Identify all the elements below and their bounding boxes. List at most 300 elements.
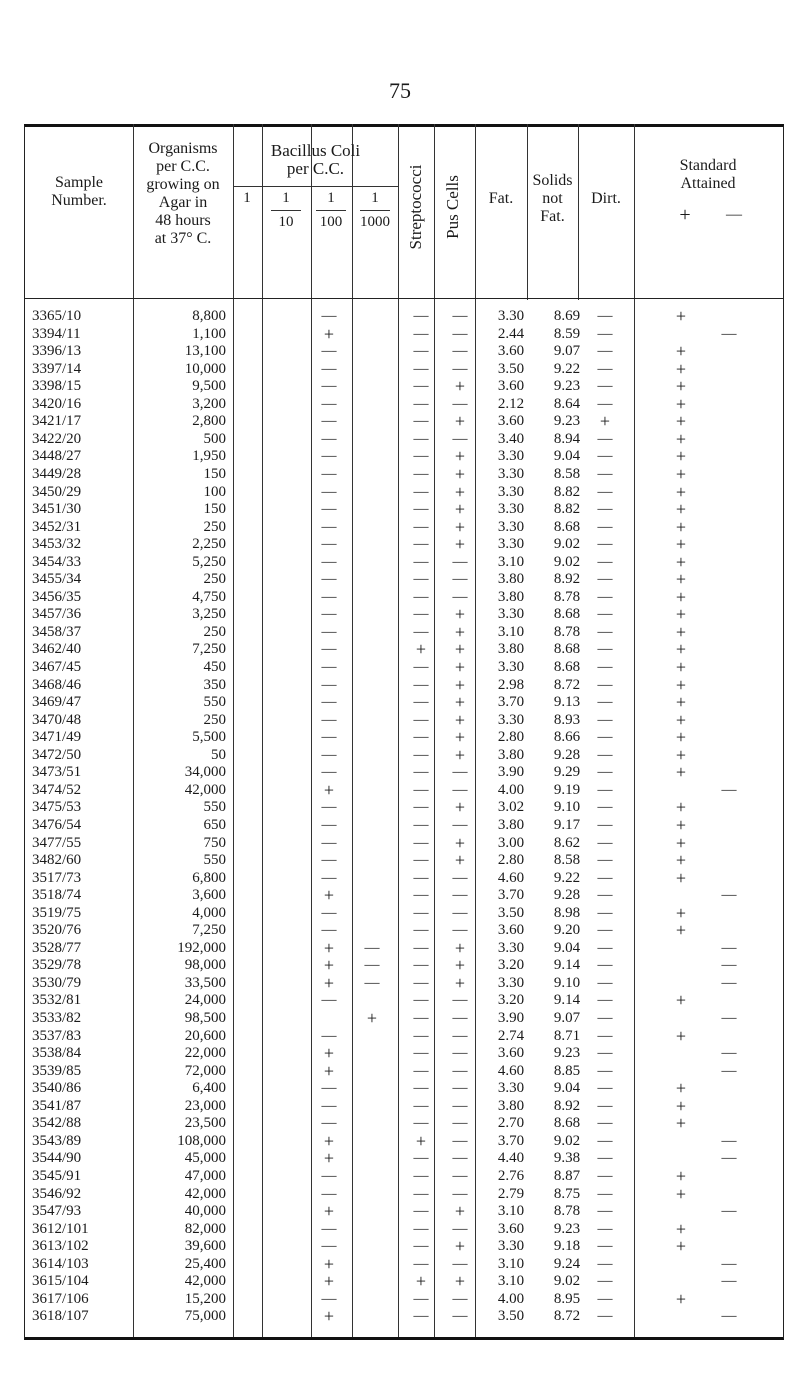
standard-plus-mark: +: [675, 850, 687, 871]
coli-1-100-mark: —: [321, 764, 337, 781]
coli-1-100-mark: —: [321, 816, 337, 833]
dirt-mark: —: [597, 974, 613, 991]
fat-value: 3.30: [497, 465, 525, 482]
dirt-mark: —: [597, 1150, 613, 1167]
streptococci-mark: —: [413, 957, 429, 974]
standard-minus-mark: —: [721, 1255, 737, 1272]
pus-cells-mark: —: [452, 588, 468, 605]
organisms-count: 2,800: [192, 413, 226, 430]
table-row: [24, 974, 782, 992]
fat-value: 3.50: [497, 904, 525, 921]
table-row: [24, 535, 782, 553]
table-row: [24, 570, 782, 588]
pus-cells-mark: +: [454, 972, 466, 993]
fat-value: 3.00: [497, 834, 525, 851]
table-row: [24, 465, 782, 483]
streptococci-mark: —: [413, 1115, 429, 1132]
streptococci-mark: —: [413, 343, 429, 360]
solids-not-fat-value: 8.72: [553, 1308, 581, 1325]
table-row: [24, 1307, 782, 1325]
coli-1-100-mark: —: [321, 1080, 337, 1097]
fat-value: 3.80: [497, 1097, 525, 1114]
coli-1-100-mark: +: [323, 779, 335, 800]
table-row: [24, 430, 782, 448]
pus-cells-mark: +: [454, 850, 466, 871]
table-row: [24, 483, 782, 501]
organisms-count: 42,000: [184, 1185, 226, 1202]
pus-cells-mark: —: [452, 1010, 468, 1026]
pus-cells-mark: —: [452, 1220, 468, 1237]
solids-not-fat-value: 9.18: [553, 1238, 581, 1255]
dirt-mark: —: [597, 430, 613, 447]
organisms-count: 34,000: [184, 764, 226, 781]
sample-number: 3474/52: [32, 781, 82, 798]
streptococci-mark: —: [413, 694, 429, 711]
dirt-mark: —: [597, 501, 613, 518]
dirt-mark: —: [597, 395, 613, 412]
coli-1-100-mark: —: [321, 922, 337, 939]
coli-1-1000-mark: —: [364, 939, 380, 956]
streptococci-mark: —: [413, 378, 429, 395]
streptococci-mark: —: [413, 659, 429, 675]
fraction-1-10: 1 10: [266, 190, 306, 231]
solids-not-fat-value: 9.23: [553, 413, 581, 430]
header-streptococci: Streptococci: [406, 164, 425, 250]
pus-cells-mark: +: [454, 516, 466, 537]
pus-cells-mark: +: [454, 604, 466, 625]
coli-1-100-mark: +: [323, 885, 335, 906]
dirt-mark: —: [597, 957, 613, 974]
pus-cells-mark: +: [454, 411, 466, 432]
fat-value: 3.30: [497, 501, 525, 518]
table-row: [24, 991, 782, 1009]
pus-cells-mark: +: [454, 674, 466, 695]
fat-value: 2.44: [497, 325, 525, 342]
sample-number: 3421/17: [32, 413, 82, 430]
sample-number: 3398/15: [32, 378, 82, 395]
dirt-mark: —: [597, 1010, 613, 1026]
organisms-count: 50: [211, 746, 226, 763]
organisms-count: 650: [203, 816, 226, 833]
organisms-count: 40,000: [184, 1203, 226, 1220]
standard-minus-mark: —: [721, 1308, 737, 1325]
pus-cells-mark: +: [454, 534, 466, 555]
streptococci-mark: —: [413, 1255, 429, 1272]
organisms-count: 47,000: [184, 1167, 226, 1184]
table-row: [24, 1149, 782, 1167]
organisms-count: 4,750: [192, 588, 226, 605]
header-solids: Solids not Fat.: [532, 172, 573, 225]
streptococci-mark: —: [413, 571, 429, 588]
pus-cells-mark: +: [454, 709, 466, 730]
streptococci-mark: —: [413, 852, 429, 869]
sample-number: 3614/103: [32, 1255, 89, 1272]
solids-not-fat-value: 8.69: [553, 308, 581, 324]
sample-number: 3539/85: [32, 1062, 82, 1079]
fat-value: 2.76: [497, 1167, 525, 1184]
standard-minus-mark: —: [721, 325, 737, 342]
table-row: [24, 1290, 782, 1308]
solids-not-fat-value: 9.07: [553, 343, 581, 360]
header-dirt: Dirt.: [591, 190, 621, 207]
organisms-count: 250: [203, 711, 226, 728]
solids-not-fat-value: 8.78: [553, 588, 581, 605]
dirt-mark: —: [597, 325, 613, 342]
organisms-count: 24,000: [184, 992, 226, 1009]
fat-value: 4.40: [497, 1150, 525, 1167]
header-bacillus-coli: Bacillus Coli per C.C.: [270, 141, 361, 178]
fat-value: 3.80: [497, 746, 525, 763]
pus-cells-mark: +: [454, 463, 466, 484]
solids-not-fat-value: 8.68: [553, 641, 581, 658]
sample-number: 3529/78: [32, 957, 82, 974]
solids-not-fat-value: 8.98: [553, 904, 581, 921]
standard-plus-mark: +: [675, 341, 687, 362]
table-row: [24, 1132, 782, 1150]
sample-number: 3547/93: [32, 1203, 82, 1220]
fat-value: 3.30: [497, 536, 525, 553]
streptococci-mark: —: [413, 904, 429, 921]
coli-1-100-mark: +: [323, 1060, 335, 1081]
standard-plus-mark: +: [675, 674, 687, 695]
sample-number: 3457/36: [32, 606, 82, 623]
sample-number: 3448/27: [32, 448, 82, 465]
coli-1-100-mark: +: [323, 955, 335, 976]
pus-cells-mark: —: [452, 1308, 468, 1325]
dirt-mark: —: [597, 676, 613, 693]
sample-number: 3613/102: [32, 1238, 89, 1255]
streptococci-mark: —: [413, 781, 429, 798]
streptococci-mark: —: [413, 1203, 429, 1220]
pus-cells-mark: —: [452, 1185, 468, 1202]
coli-1-100-mark: —: [321, 641, 337, 658]
organisms-count: 13,100: [184, 343, 226, 360]
table-row: [24, 1009, 782, 1027]
solids-not-fat-value: 8.68: [553, 1115, 581, 1132]
fat-value: 2.79: [497, 1185, 525, 1202]
table-row: [24, 693, 782, 711]
pus-cells-mark: +: [454, 937, 466, 958]
coli-1-100-mark: +: [323, 1306, 335, 1327]
table-row: [24, 816, 782, 834]
solids-not-fat-value: 8.87: [553, 1167, 581, 1184]
streptococci-mark: —: [413, 922, 429, 939]
table-row: [24, 763, 782, 781]
sample-number: 3543/89: [32, 1132, 82, 1149]
sample-number: 3537/83: [32, 1027, 82, 1044]
solids-not-fat-value: 9.23: [553, 1220, 581, 1237]
organisms-count: 8,800: [192, 308, 226, 324]
standard-minus-mark: —: [721, 1062, 737, 1079]
pus-cells-mark: —: [452, 308, 468, 324]
organisms-count: 5,500: [192, 729, 226, 746]
pus-cells-mark: —: [452, 1045, 468, 1062]
streptococci-mark: —: [413, 1167, 429, 1184]
fat-value: 3.60: [497, 413, 525, 430]
fat-value: 3.50: [497, 1308, 525, 1325]
sample-number: 3469/47: [32, 694, 82, 711]
standard-minus-mark: —: [721, 1010, 737, 1026]
dirt-mark: —: [597, 518, 613, 535]
dirt-mark: —: [597, 308, 613, 324]
streptococci-mark: —: [413, 465, 429, 482]
standard-plus-mark: +: [675, 832, 687, 853]
sample-number: 3528/77: [32, 939, 82, 956]
coli-1-100-mark: +: [323, 1271, 335, 1292]
solids-not-fat-value: 9.07: [553, 1010, 581, 1026]
dirt-mark: —: [597, 1080, 613, 1097]
coli-1-100-mark: —: [321, 1238, 337, 1255]
standard-plus-mark: +: [675, 692, 687, 713]
solids-not-fat-value: 8.68: [553, 606, 581, 623]
solids-not-fat-value: 8.66: [553, 729, 581, 746]
sample-number: 3452/31: [32, 518, 82, 535]
dirt-mark: —: [597, 764, 613, 781]
standard-plus-mark: +: [675, 393, 687, 414]
organisms-count: 15,200: [184, 1290, 226, 1307]
table-row: [24, 588, 782, 606]
coli-1-100-mark: —: [321, 430, 337, 447]
standard-minus-mark: —: [721, 781, 737, 798]
coli-1-100-mark: —: [321, 518, 337, 535]
sample-number: 3471/49: [32, 729, 82, 746]
standard-plus-mark: +: [675, 604, 687, 625]
solids-not-fat-value: 9.10: [553, 799, 581, 816]
standard-plus-mark: +: [675, 727, 687, 748]
pus-cells-mark: —: [452, 992, 468, 1009]
table-row: [24, 956, 782, 974]
dirt-mark: —: [597, 465, 613, 482]
coli-1-100-mark: —: [321, 536, 337, 553]
fat-value: 3.30: [497, 659, 525, 675]
organisms-count: 3,600: [192, 887, 226, 904]
organisms-count: 42,000: [184, 1273, 226, 1290]
table-row: [24, 1062, 782, 1080]
organisms-count: 450: [203, 659, 226, 675]
pus-cells-mark: —: [452, 1290, 468, 1307]
solids-not-fat-value: 9.19: [553, 781, 581, 798]
coli-1-100-mark: —: [321, 465, 337, 482]
fat-value: 3.70: [497, 694, 525, 711]
streptococci-mark: —: [413, 992, 429, 1009]
fat-value: 3.30: [497, 974, 525, 991]
organisms-count: 6,400: [192, 1080, 226, 1097]
coli-1-100-mark: +: [323, 1201, 335, 1222]
coli-1-100-mark: +: [323, 1043, 335, 1064]
coli-1-100-mark: —: [321, 1220, 337, 1237]
dirt-mark: —: [597, 1027, 613, 1044]
dirt-mark: —: [597, 1097, 613, 1114]
solids-not-fat-value: 8.82: [553, 501, 581, 518]
pus-cells-mark: +: [454, 797, 466, 818]
streptococci-mark: —: [413, 1150, 429, 1167]
coli-1-100-mark: —: [321, 992, 337, 1009]
dirt-mark: —: [597, 729, 613, 746]
pus-cells-mark: —: [452, 325, 468, 342]
table-row: [24, 623, 782, 641]
sample-number: 3518/74: [32, 887, 82, 904]
pus-cells-mark: +: [454, 657, 466, 677]
sample-number: 3453/32: [32, 536, 82, 553]
table-row: [24, 500, 782, 518]
streptococci-mark: —: [413, 606, 429, 623]
sample-number: 3473/51: [32, 764, 82, 781]
organisms-count: 7,250: [192, 641, 226, 658]
sample-number: 3449/28: [32, 465, 82, 482]
standard-minus-mark: —: [721, 887, 737, 904]
pus-cells-mark: —: [452, 1132, 468, 1149]
streptococci-mark: —: [413, 395, 429, 412]
organisms-count: 750: [203, 834, 226, 851]
table-row: [24, 395, 782, 413]
fat-value: 2.98: [497, 676, 525, 693]
organisms-count: 98,000: [184, 957, 226, 974]
sample-number: 3545/91: [32, 1167, 82, 1184]
standard-plus-mark: +: [675, 1113, 687, 1134]
standard-plus-mark: +: [675, 586, 687, 607]
fat-value: 2.80: [497, 852, 525, 869]
sample-number: 3532/81: [32, 992, 82, 1009]
dirt-mark: —: [597, 483, 613, 500]
standard-minus-mark: —: [721, 957, 737, 974]
sample-number: 3456/35: [32, 588, 82, 605]
pus-cells-mark: +: [454, 446, 466, 467]
fat-value: 3.50: [497, 360, 525, 377]
coli-1-100-mark: —: [321, 606, 337, 623]
organisms-count: 250: [203, 571, 226, 588]
pus-cells-mark: +: [454, 744, 466, 765]
organisms-count: 550: [203, 799, 226, 816]
streptococci-mark: —: [413, 764, 429, 781]
sample-number: 3451/30: [32, 501, 82, 518]
sample-number: 3618/107: [32, 1308, 89, 1325]
column-divider: [578, 124, 579, 300]
pus-cells-mark: —: [452, 887, 468, 904]
pus-cells-mark: —: [452, 869, 468, 886]
solids-not-fat-value: 9.23: [553, 1045, 581, 1062]
fat-value: 3.10: [497, 1203, 525, 1220]
streptococci-mark: —: [413, 325, 429, 342]
solids-not-fat-value: 9.29: [553, 764, 581, 781]
streptococci-mark: —: [413, 1308, 429, 1325]
solids-not-fat-value: 9.20: [553, 922, 581, 939]
dirt-mark: —: [597, 1290, 613, 1307]
dirt-mark: +: [599, 411, 611, 432]
coli-1-100-mark: —: [321, 834, 337, 851]
dirt-mark: —: [597, 1220, 613, 1237]
coli-1-100-mark: —: [321, 659, 337, 675]
streptococci-mark: —: [413, 1027, 429, 1044]
table-row: [24, 1167, 782, 1185]
streptococci-mark: —: [413, 1010, 429, 1026]
dirt-mark: —: [597, 588, 613, 605]
table-row: [24, 377, 782, 395]
table-row: [24, 1044, 782, 1062]
fat-value: 3.70: [497, 887, 525, 904]
dirt-mark: —: [597, 536, 613, 553]
dirt-mark: —: [597, 448, 613, 465]
solids-not-fat-value: 9.22: [553, 360, 581, 377]
pus-cells-mark: —: [452, 1027, 468, 1044]
streptococci-mark: —: [413, 448, 429, 465]
fat-value: 3.10: [497, 1273, 525, 1290]
coli-1-100-mark: —: [321, 395, 337, 412]
sample-number: 3422/20: [32, 430, 82, 447]
standard-plus-mark: +: [675, 463, 687, 484]
sample-number: 3470/48: [32, 711, 82, 728]
dirt-mark: —: [597, 641, 613, 658]
dirt-mark: —: [597, 1167, 613, 1184]
standard-plus-mark: +: [675, 499, 687, 520]
pus-cells-mark: —: [452, 1115, 468, 1132]
dirt-mark: —: [597, 694, 613, 711]
fraction-1-100: 1 100: [311, 190, 351, 231]
standard-plus-mark: +: [675, 411, 687, 432]
sample-number: 3546/92: [32, 1185, 82, 1202]
streptococci-mark: —: [413, 623, 429, 640]
organisms-count: 2,250: [192, 536, 226, 553]
sample-number: 3617/106: [32, 1290, 89, 1307]
sample-number: 3397/14: [32, 360, 82, 377]
streptococci-mark: —: [413, 1062, 429, 1079]
streptococci-mark: —: [413, 729, 429, 746]
header-sample: Sample Number.: [51, 174, 107, 209]
standard-plus-mark: +: [675, 762, 687, 783]
standard-plus-mark: +: [675, 1183, 687, 1204]
coli-1-100-mark: —: [321, 448, 337, 465]
organisms-count: 20,600: [184, 1027, 226, 1044]
coli-1-100-mark: —: [321, 729, 337, 746]
streptococci-mark: —: [413, 887, 429, 904]
solids-not-fat-value: 8.59: [553, 325, 581, 342]
sample-number: 3540/86: [32, 1080, 82, 1097]
organisms-count: 98,500: [184, 1010, 226, 1026]
table-row: [24, 1114, 782, 1132]
table-row: [24, 553, 782, 571]
pus-cells-mark: +: [454, 376, 466, 397]
solids-not-fat-value: 8.68: [553, 518, 581, 535]
pus-cells-mark: —: [452, 571, 468, 588]
dirt-mark: —: [597, 1185, 613, 1202]
coli-1-100-mark: —: [321, 1185, 337, 1202]
standard-minus-mark: —: [721, 1203, 737, 1220]
fat-value: 3.30: [497, 518, 525, 535]
streptococci-mark: +: [415, 1130, 427, 1151]
dirt-mark: —: [597, 1132, 613, 1149]
standard-plus-mark: +: [675, 1095, 687, 1116]
table-row: [24, 781, 782, 799]
organisms-count: 250: [203, 623, 226, 640]
sample-number: 3450/29: [32, 483, 82, 500]
solids-not-fat-value: 8.93: [553, 711, 581, 728]
organisms-count: 72,000: [184, 1062, 226, 1079]
table-row: [24, 1185, 782, 1203]
table-row: [24, 834, 782, 852]
pus-cells-mark: —: [452, 395, 468, 412]
organisms-count: 45,000: [184, 1150, 226, 1167]
fat-value: 3.80: [497, 641, 525, 658]
pus-cells-mark: —: [452, 553, 468, 570]
coli-1-100-mark: —: [321, 1027, 337, 1044]
organisms-count: 3,200: [192, 395, 226, 412]
dirt-mark: —: [597, 781, 613, 798]
standard-plus-mark: +: [675, 306, 687, 326]
pus-cells-mark: +: [454, 481, 466, 502]
streptococci-mark: —: [413, 483, 429, 500]
fat-value: 3.60: [497, 1045, 525, 1062]
fat-value: 3.30: [497, 606, 525, 623]
fat-value: 3.10: [497, 1255, 525, 1272]
